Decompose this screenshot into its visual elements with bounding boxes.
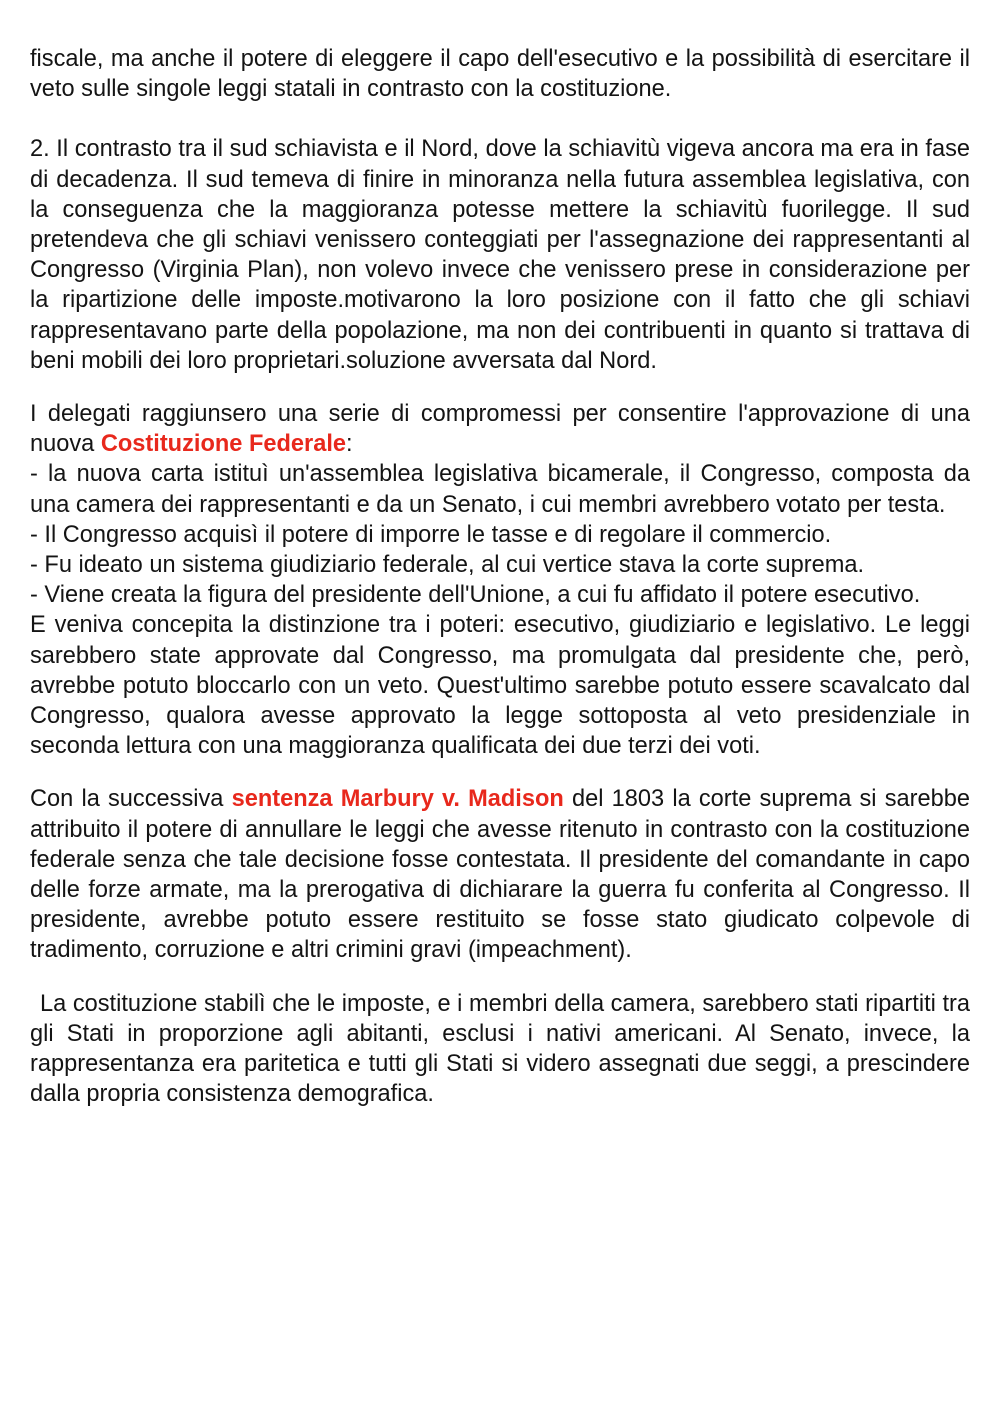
compromises-intro-colon: : bbox=[346, 431, 353, 458]
compromises-intro-text: I delegati raggiunsero una serie di compromessi per consentire l'approvazione di una nuova bbox=[30, 401, 970, 458]
paragraph-compromises-intro bbox=[30, 399, 970, 459]
paragraph-fiscal-powers: fiscale, ma anche il potere di eleggere il capo dell'esecutivo e la possibilità di esercitare il veto sulle singole leggi statali in contrasto con la costituzione. bbox=[30, 46, 970, 103]
marbury-intro-text: Con la successiva bbox=[30, 786, 232, 813]
highlight-sentenza-marbury: sentenza Marbury v. Madison bbox=[231, 786, 564, 813]
paragraph-marbury-madison bbox=[30, 784, 970, 965]
marbury-body-text: del 1803 la corte suprema si sarebbe attribuito il potere di annullare le leggi che avesse ritenuto in contrasto con la costituzione federale senza che tale decisione fosse contestata. Il presidente del comandante in capo delle forze armate, ma la prerogativa di dichiarare la guerra fu conferita al Congresso. Il presidente, avrebbe potuto essere restituito se fosse stato giudicato colpevole di tradimento, corruzione e altri crimini gravi (impeachment). bbox=[30, 786, 970, 964]
highlight-costituzione-federale: Costituzione Federale bbox=[100, 431, 346, 458]
list-item-president: - Viene creata la figura del presidente dell'Unione, a cui fu affidato il potere esecutivo. bbox=[30, 582, 921, 609]
list-item-congress-bicameral: - la nuova carta istituì un'assemblea legislativa bicamerale, il Congresso, composta da una camera dei rappresentanti e da un Senato, i cui membri avrebbero votato per testa. bbox=[30, 461, 970, 518]
list-item-congress-taxes: - Il Congresso acquisì il potere di imporre le tasse e di regolare il commercio. bbox=[30, 521, 832, 548]
document-page bbox=[30, 44, 970, 1110]
paragraph-north-south-conflict: 2. Il contrasto tra il sud schiavista e il Nord, dove la schiavitù vigeva ancora ma era in fase di decadenza. Il sud temeva di finire in minoranza nella futura assemblea legislativa, con la conseguenza che la maggioranza potesse mettere la schiavitù fuorilegge. Il sud pretendeva che gli schiavi venissero conteggiati per l'assegnazione dei rappresentanti al Congresso (Virginia Plan), non volevo invece che venissero prese in considerazione per la ripartizione delle imposte.motivarono la loro posizione con il fatto che gli schiavi rappresentavano parte della popolazione, ma non dei contribuenti in quanto si trattava di beni mobili dei loro proprietari.soluzione avversata dal Nord. bbox=[30, 136, 970, 374]
list-item-judicial-system: - Fu ideato un sistema giudiziario federale, al cui vertice stava la corte suprema. bbox=[30, 552, 865, 579]
paragraph-representation: La costituzione stabilì che le imposte, e i membri della camera, sarebbero stati ripartiti tra gli Stati in proporzione agli abitanti, esclusi i nativi americani. Al Senato, invece, la rappresentanza era paritetica e tutti gli Stati si videro assegnati due seggi, a prescindere dalla propria consistenza demografica. bbox=[30, 990, 970, 1108]
paragraph-separation-of-powers: E veniva concepita la distinzione tra i poteri: esecutivo, giudiziario e legislativo. Le leggi sarebbero state approvate dal Congresso, ma promulgata dal presidente che, però, avrebbe potuto bloccarlo con un veto. Quest'ultimo sarebbe potuto essere scavalcato dal Congresso, qualora avesse approvato la legge sottoposta al veto presidenziale in seconda lettura con una maggioranza qualificata dei due terzi dei voti. bbox=[30, 612, 970, 760]
